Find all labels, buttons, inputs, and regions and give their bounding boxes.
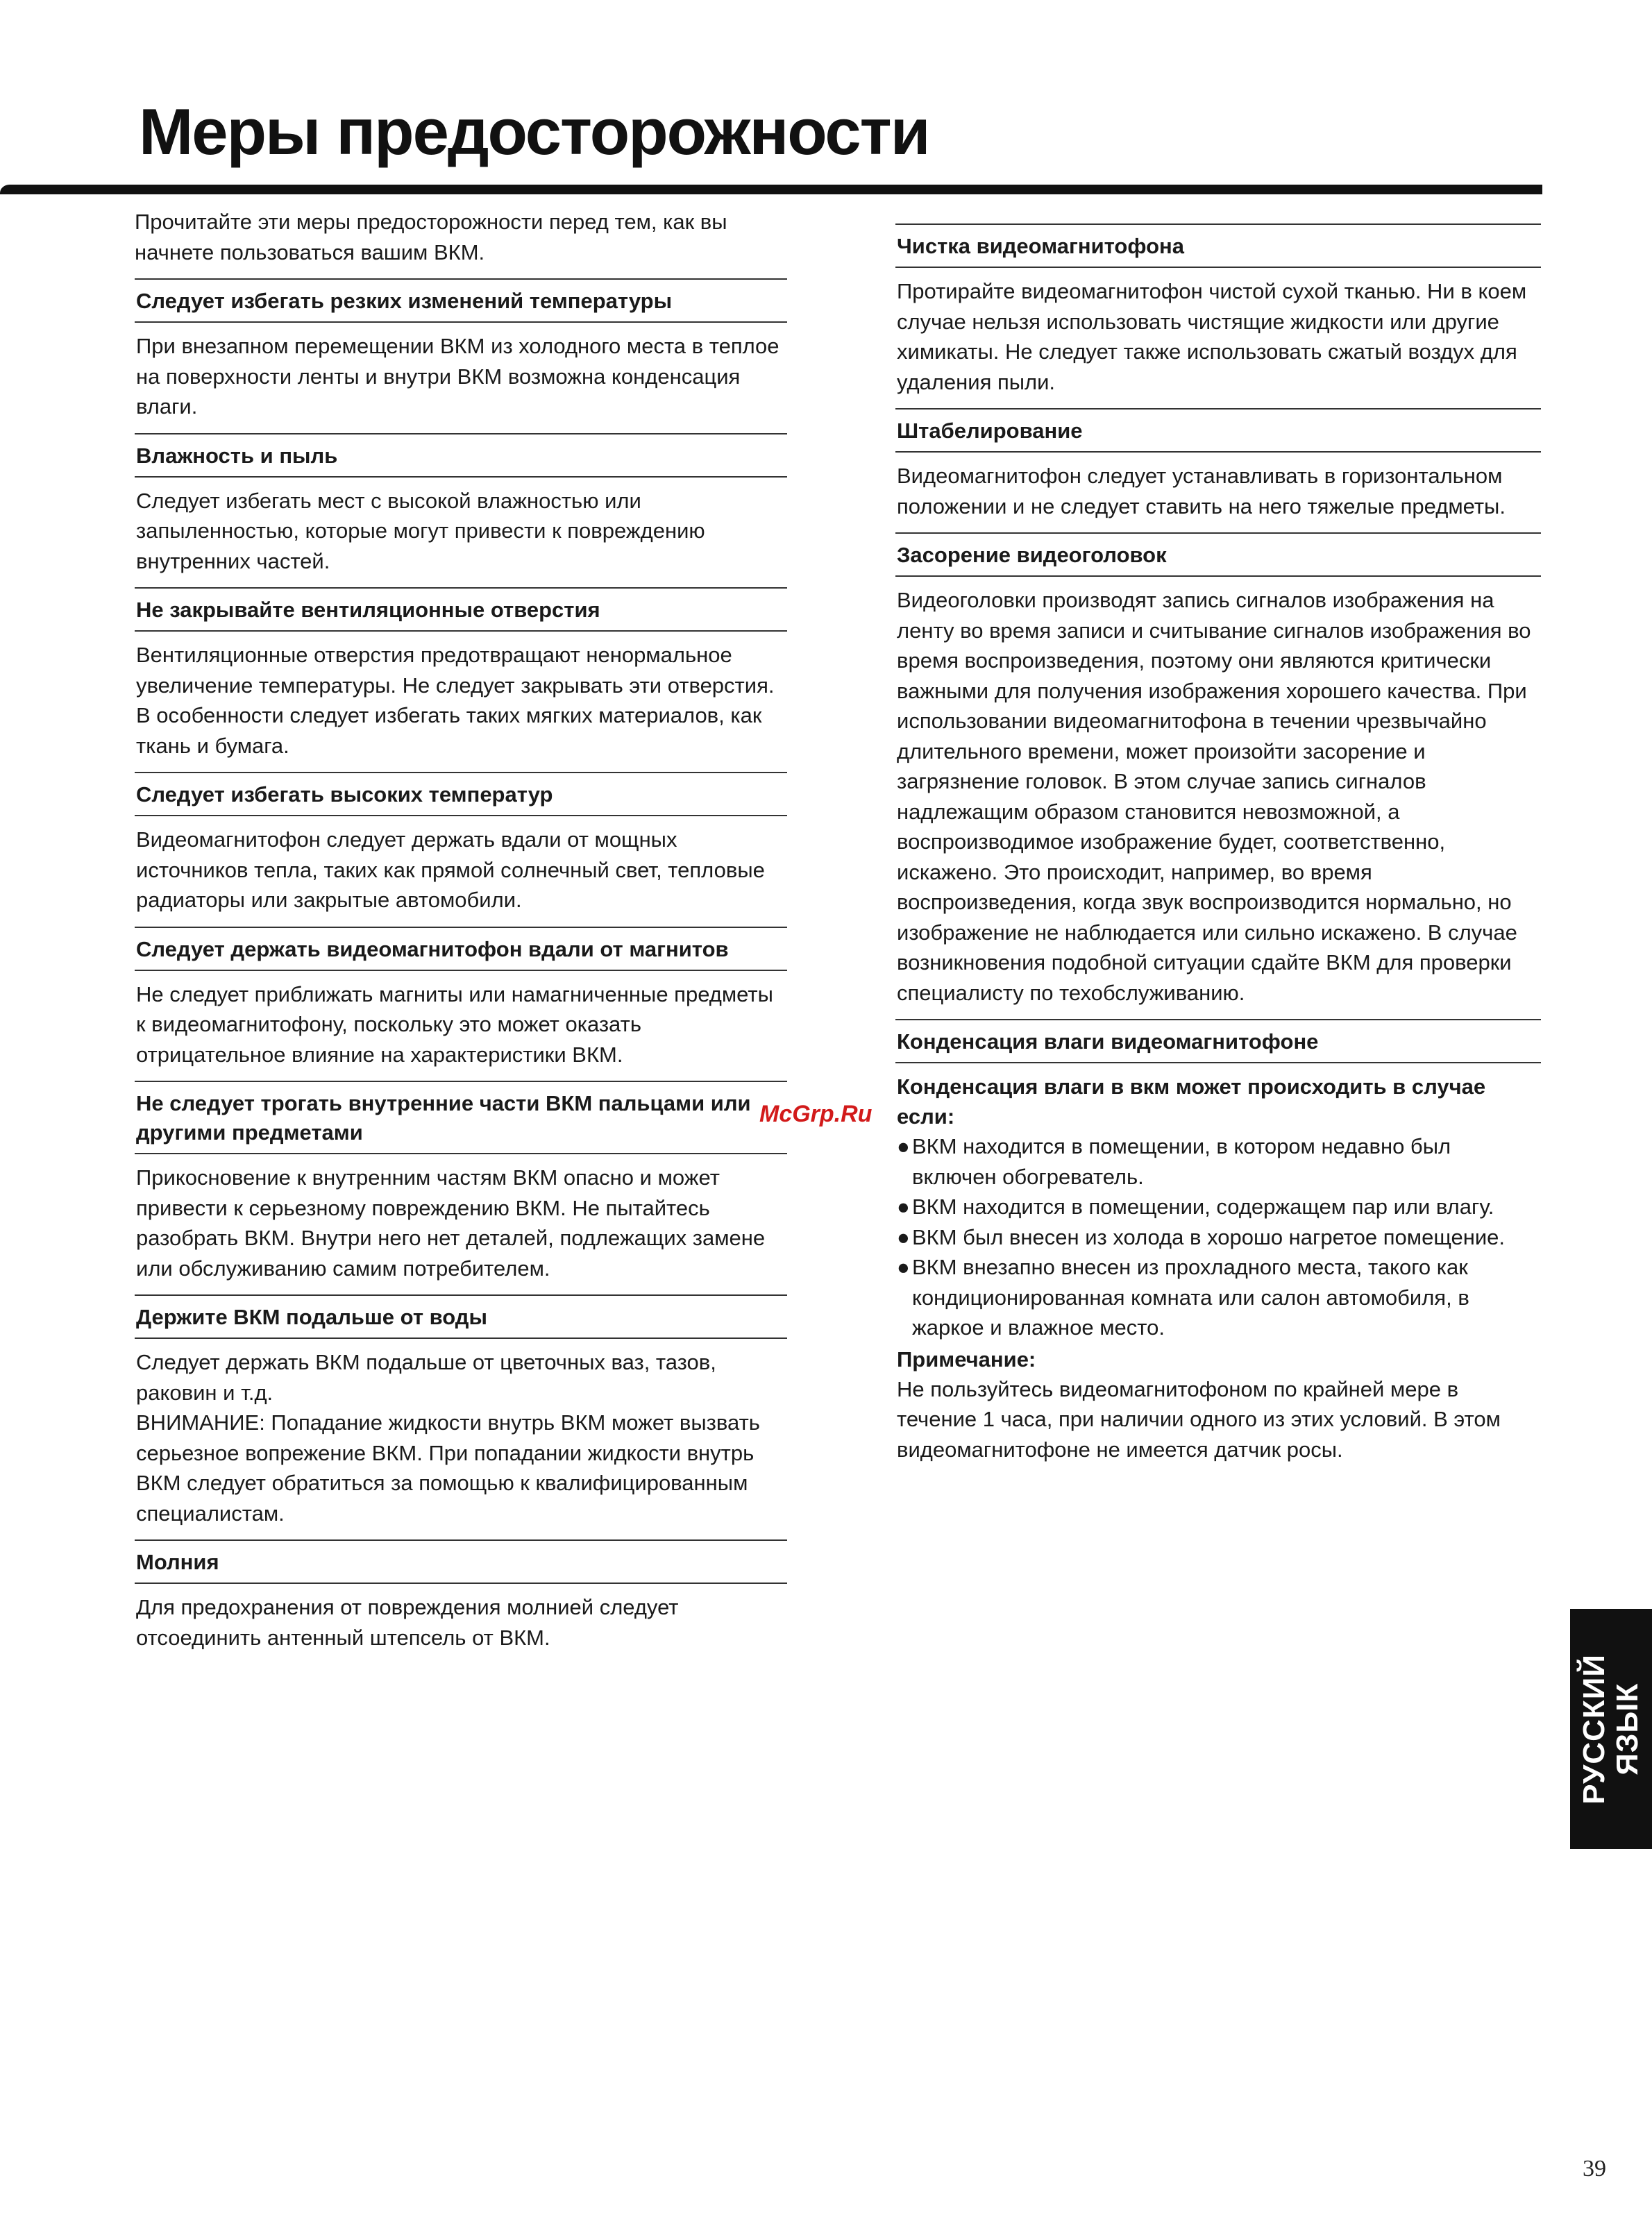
section-text: Следует избегать мест с высокой влажностью или запыленностью, которые могут привести к повреждению внутренних частей.	[136, 488, 705, 573]
section-ventilation	[135, 587, 787, 761]
section-heading: Следует держать видеомагнитофон вдали от магнитов	[135, 927, 787, 971]
section-text: Для предохранения от повреждения молнией следует отсоединить антенный штепсель от ВКМ.	[136, 1595, 679, 1650]
section-internal-parts	[135, 1081, 787, 1283]
language-tab-line: РУССКИЙ	[1577, 1653, 1611, 1805]
section-heading: Следует избегать высоких температур	[135, 772, 787, 816]
section-heading: Следует избегать резких изменений температуры	[135, 278, 787, 323]
section-humidity-dust	[135, 433, 787, 577]
list-item	[895, 1252, 1541, 1343]
list-item-text: ВКМ находится в помещении, содержащем пар или влагу.	[912, 1195, 1494, 1219]
section-water	[135, 1294, 787, 1528]
section-magnets	[135, 927, 787, 1070]
section-heading: Чистка видеомагнитофона	[895, 223, 1541, 268]
bullet-icon: ●	[897, 1134, 910, 1158]
note-text: Не пользуйтесь видеомагнитофоном по крайней мере в течение 1 часа, при наличии одного из этих условий. В этом видеомагнитофоне не имеется датчик росы.	[897, 1376, 1501, 1462]
section-text: Протирайте видеомагнитофон чистой сухой тканью. Ни в коем случае нельзя использовать чистящие жидкости или другие химикаты. Не следует также использовать сжатый воздух для удаления пыли.	[897, 279, 1527, 394]
list-item	[895, 1192, 1541, 1222]
bullet-icon: ●	[897, 1255, 910, 1279]
section-heading: Конденсация влаги видеомагнитофоне	[895, 1019, 1541, 1063]
section-text: Не следует приближать магниты или намагниченные предметы к видеомагнитофону, поскольку это может оказать отрицательное влияние на характеристики ВКМ.	[136, 981, 773, 1067]
note-label: Примечание:	[897, 1347, 1036, 1372]
warning-text: ВНИМАНИЕ: Попадание жидкости внутрь ВКМ может вызвать серьезное вопрежение ВКМ. При попадании жидкости внутрь ВКМ следует обратиться за помощью к квалифицированным специалистам.	[136, 1410, 760, 1526]
section-text: Вентиляционные отверстия предотвращают ненормальное увеличение температуры. Не следует закрывать эти отверстия. В особенности следует избегать таких мягких материалов, как ткань и бумага.	[136, 643, 775, 758]
page-title: Меры предосторожности	[139, 95, 929, 168]
list-item	[895, 1131, 1541, 1192]
section-heading: Не закрывайте вентиляционные отверстия	[135, 587, 787, 632]
language-tab	[1570, 1609, 1652, 1849]
section-text: При внезапном перемещении ВКМ из холодного места в теплое на поверхности ленты и внутри ВКМ возможна конденсация влаги.	[136, 334, 779, 419]
section-text: Видеоголовки производят запись сигналов изображения на ленту во время записи и считывание сигналов изображения во время воспроизведения, поэтому они являются критически важными для получения изображения хорошего качества. При использовании видеомагнитофона в течении чрезвычайно длительного времени, может произойти засорение и загрязнение головок. В этом случае запись сигналов надлежащим образом становится невозможной, а воспроизводимое изображение будет, соответственно, искажено. Это происходит, например, во время воспроизведения, когда звук воспроизводится нормально, но изображение не наблюдается или сильно искажено. В случае возникновения подобной ситуации сдайте ВКМ для проверки специалисту по техобслуживанию.	[897, 588, 1531, 1005]
bullet-icon: ●	[897, 1224, 910, 1249]
section-heading: Засорение видеоголовок	[895, 532, 1541, 577]
list-item-text: ВКМ находится в помещении, в котором недавно был включен обогреватель.	[912, 1134, 1451, 1189]
section-temperature-changes	[135, 278, 787, 422]
section-text: Прикосновение к внутренним частям ВКМ опасно и может привести к серьезному повреждению ВКМ. Не пытайтесь разобрать ВКМ. Внутри него нет деталей, подлежащих замене или обслуживанию самим потребителем.	[136, 1165, 766, 1281]
section-heading: Держите ВКМ подальше от воды	[135, 1294, 787, 1339]
language-tab-text	[1578, 1654, 1644, 1805]
bullet-icon: ●	[897, 1195, 910, 1219]
section-head-clogging	[895, 532, 1541, 1008]
condensation-subheading: Конденсация влаги в вкм может происходить в случае если:	[897, 1074, 1486, 1129]
section-text: Видеомагнитофон следует устанавливать в горизонтальном положении и не следует ставить на него тяжелые предметы.	[897, 464, 1506, 518]
right-column	[895, 207, 1541, 1476]
left-column	[135, 207, 787, 1664]
section-high-temperature	[135, 772, 787, 915]
title-rule	[0, 185, 1542, 194]
condensation-list	[895, 1131, 1541, 1343]
intro-text: Прочитайте эти меры предосторожности перед тем, как вы начнете пользоваться вашим ВКМ.	[135, 210, 727, 264]
section-heading: Влажность и пыль	[135, 433, 787, 478]
language-tab-line: ЯЗЫК	[1610, 1682, 1644, 1775]
section-condensation	[895, 1019, 1541, 1465]
page-number: 39	[1583, 2156, 1606, 2181]
list-item-text: ВКМ внезапно внесен из прохладного места, такого как кондиционированная комната или салон автомобиля, в жаркое и влажное место.	[912, 1255, 1469, 1340]
section-heading: Штабелирование	[895, 408, 1541, 453]
section-text: Видеомагнитофон следует держать вдали от мощных источников тепла, таких как прямой солнечный свет, тепловые радиаторы или закрытые автомобили.	[136, 827, 765, 912]
section-heading: Не следует трогать внутренние части ВКМ пальцами или другими предметами	[135, 1081, 787, 1154]
section-heading: Молния	[135, 1539, 787, 1584]
section-lightning	[135, 1539, 787, 1653]
list-item-text: ВКМ был внесен из холода в хорошо нагретое помещение.	[912, 1224, 1506, 1249]
watermark: McGrp.Ru	[759, 1101, 873, 1127]
section-text: Следует держать ВКМ подальше от цветочных ваз, тазов, раковин и т.д.	[136, 1350, 716, 1405]
list-item	[895, 1222, 1541, 1253]
section-stacking	[895, 408, 1541, 521]
section-cleaning	[895, 223, 1541, 397]
